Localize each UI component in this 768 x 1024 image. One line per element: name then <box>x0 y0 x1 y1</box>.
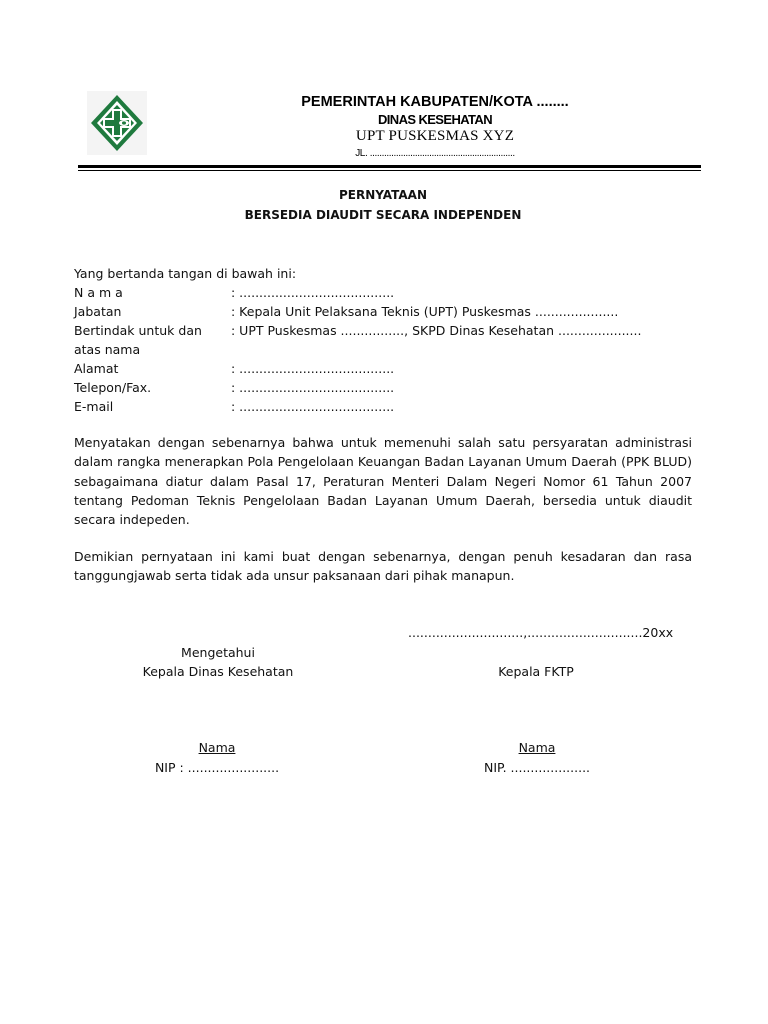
address-line: JL. ............................................................. <box>355 148 515 159</box>
field-value-jabatan: : Kepala Unit Pelaksana Teknis (UPT) Puskesmas ..................... <box>231 304 619 319</box>
statement-paragraph: Menyatakan dengan sebenarnya bahwa untuk memenuhi salah satu persyaratan administrasi dalam rangka menerapkan Pola Pengelolaan Keuangan Badan Layanan Umum Daerah (PPK BLUD) sebagaimana diatur dalam Pasal 17, Peraturan Menteri Dalam Negeri Nomor 61 Tahun 2007 tentang Pedoman Teknis Pengelolaan Badan Layanan Umum Daerah, bersedia untuk diaudit secara indepeden. <box>74 435 692 528</box>
field-label-telepon: Telepon/Fax. <box>74 380 152 395</box>
field-value-alamat: : ....................................... <box>231 361 395 376</box>
field-value-telepon: : ....................................... <box>231 380 395 395</box>
field-label-bertindak: Bertindak untuk dan atas nama <box>74 323 202 357</box>
government-heading: PEMERINTAH KABUPATEN/KOTA ........ <box>301 94 569 110</box>
place-date: .............................,.............................20xx <box>408 625 674 640</box>
puskesmas-cross-logo-icon <box>87 91 147 155</box>
right-signer-name: Nama <box>518 740 556 755</box>
field-label-alamat: Alamat <box>74 361 119 376</box>
intro-text: Yang bertanda tangan di bawah ini: <box>74 266 297 281</box>
unit-heading: UPT PUSKESMAS XYZ <box>355 128 515 144</box>
letterhead-divider-thin <box>78 170 701 171</box>
document-title: PERNYATAAN <box>338 188 428 202</box>
department-heading: DINAS KESEHATAN <box>377 112 493 127</box>
field-label-nama: N a m a <box>74 285 123 300</box>
field-value-bertindak: : UPT Puskesmas ................, SKPD Dinas Kesehatan ..................... <box>231 323 642 338</box>
field-label-jabatan: Jabatan <box>74 304 122 319</box>
right-signer-position: Kepala FKTP <box>498 664 574 679</box>
letterhead-divider <box>78 165 701 168</box>
left-signer-name: Nama <box>198 740 236 755</box>
field-value-nama: : ....................................... <box>231 285 395 300</box>
left-signer-nip: NIP : ....................... <box>154 760 280 775</box>
right-signer-nip: NIP. .................... <box>483 760 591 775</box>
acknowledge-label: Mengetahui <box>181 645 255 660</box>
document-subtitle: BERSEDIA DIAUDIT SECARA INDEPENDEN <box>244 208 522 222</box>
field-value-email: : ....................................... <box>231 399 395 414</box>
left-signer-position: Kepala Dinas Kesehatan <box>142 664 294 679</box>
closing-paragraph: Demikian pernyataan ini kami buat dengan sebenarnya, dengan penuh kesadaran dan rasa tanggungjawab serta tidak ada unsur paksanaan dari pihak manapun. <box>74 549 692 584</box>
field-label-email: E-mail <box>74 399 114 414</box>
